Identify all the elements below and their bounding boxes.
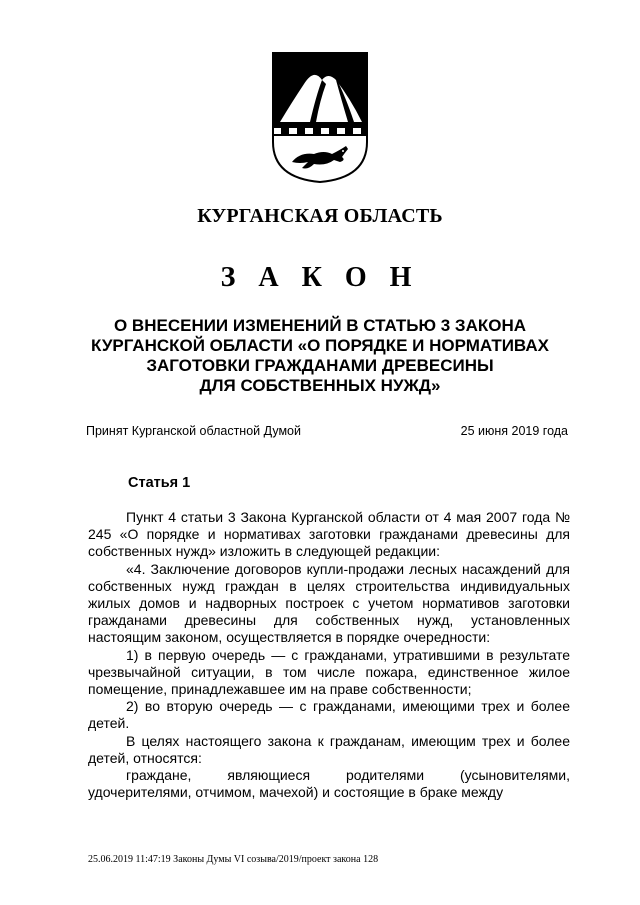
adopted-by: Принят Курганской областной Думой [86, 424, 301, 438]
paragraph: Пункт 4 статьи 3 Закона Курганской области от 4 мая 2007 года № 245 «О порядке и нормативах заготовки гражданами древесины для собственных нужд» изложить в следующей редакции: [88, 509, 570, 560]
law-title-line: ДЛЯ СОБСТВЕННЫХ НУЖД» [199, 376, 441, 395]
law-title-line: ЗАГОТОВКИ ГРАЖДАНАМИ ДРЕВЕСИНЫ [146, 356, 494, 375]
region-name: КУРГАНСКАЯ ОБЛАСТЬ [197, 205, 443, 227]
paragraph: 2) во вторую очередь — с гражданами, имеющими трех и более детей. [88, 698, 570, 732]
paragraph: граждане, являющиеся родителями (усыновителями, удочерителями, отчимом, мачехой) и состоящие в браке между [88, 767, 570, 801]
paragraph: 1) в первую очередь — с гражданами, утратившими в результате чрезвычайной ситуации, в том числе пожара, единственное жилое помещение, принадлежавшее им на праве собственности; [88, 646, 570, 698]
coat-of-arms-icon [270, 50, 370, 185]
article-body [88, 509, 570, 801]
law-title [60, 316, 580, 396]
paragraph: В целях настоящего закона к гражданам, имеющим трех и более детей, относятся: [88, 732, 570, 766]
article-heading: Статья 1 [128, 475, 191, 491]
document-type: З А К О Н [220, 262, 420, 293]
footer-stamp: 25.06.2019 11:47:19 Законы Думы VI созыва/2019/проект закона 128 [88, 854, 379, 865]
law-title-line: КУРГАНСКОЙ ОБЛАСТИ «О ПОРЯДКЕ И НОРМАТИВАХ [91, 336, 549, 355]
law-title-line: О ВНЕСЕНИИ ИЗМЕНЕНИЙ В СТАТЬЮ 3 ЗАКОНА [113, 316, 527, 335]
paragraph: «4. Заключение договоров купли-продажи лесных насаждений для собственных нужд граждан в целях строительства индивидуальных жилых домов и надворных построек с учетом нормативов заготовки гражданами древесины для собственных нужд, установленных настоящим законом, осуществляется в порядке очередности: [88, 560, 570, 646]
adoption-date: 25 июня 2019 года [460, 424, 568, 438]
